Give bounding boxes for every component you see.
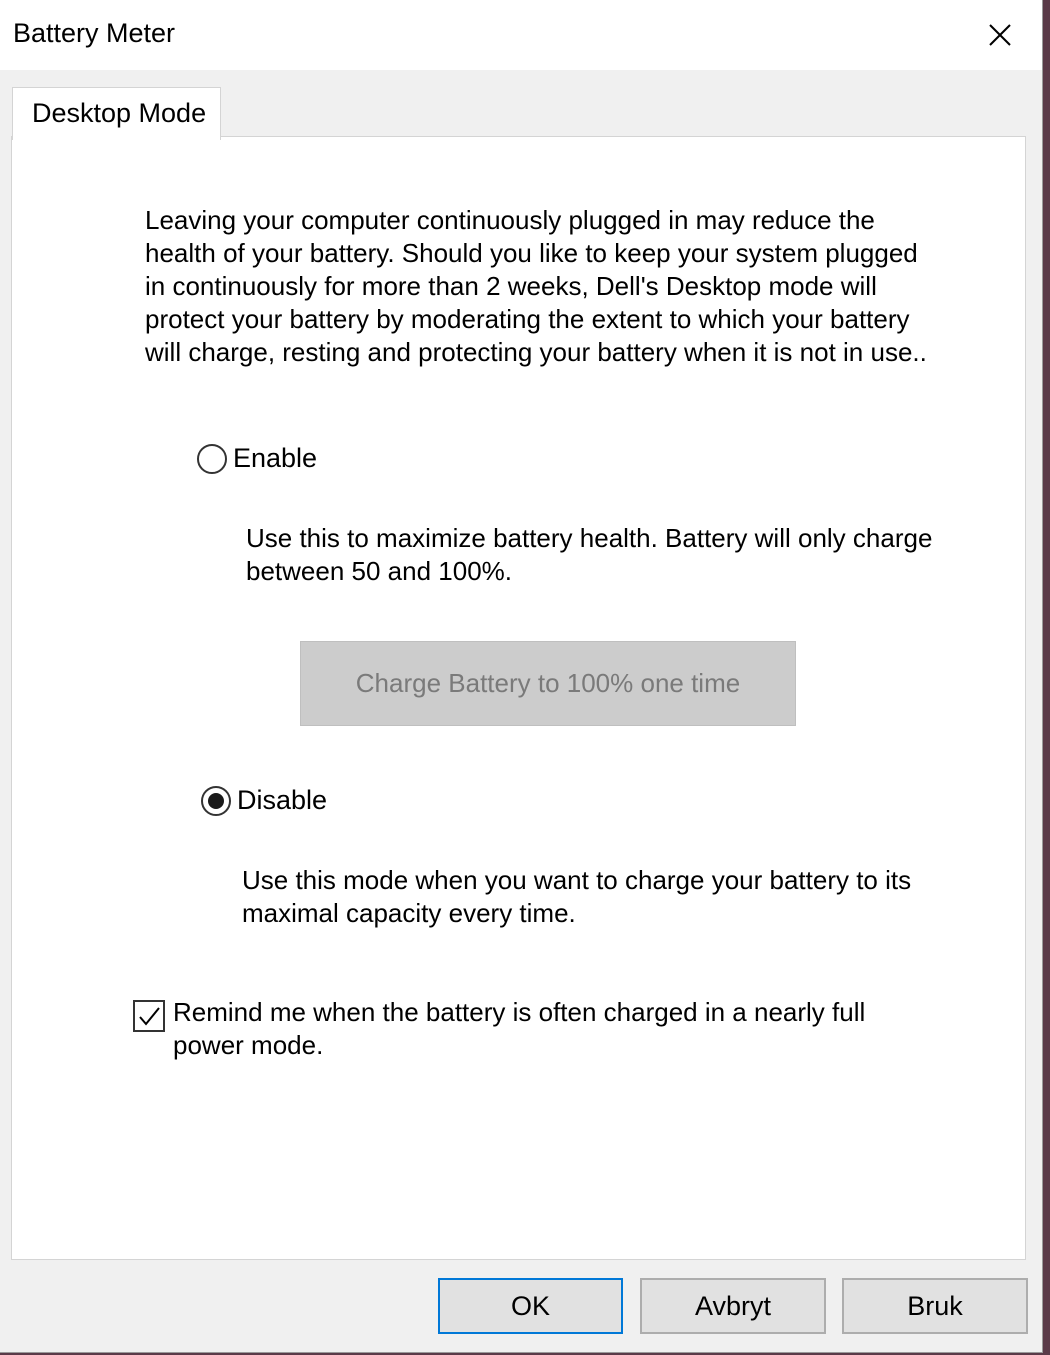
disable-radio[interactable] (201, 786, 231, 816)
tab-desktop-mode-label: Desktop Mode (32, 98, 207, 128)
window-title: Battery Meter (13, 18, 176, 48)
enable-label: Enable (233, 443, 318, 473)
enable-radio[interactable] (197, 444, 227, 474)
enable-radio-option[interactable] (197, 443, 317, 474)
checkmark-icon (137, 1004, 161, 1028)
remind-checkbox[interactable] (133, 1000, 165, 1032)
ok-button[interactable]: OK (438, 1278, 623, 1334)
disable-radio-option[interactable] (201, 785, 327, 816)
close-icon (988, 23, 1012, 47)
close-button[interactable] (972, 10, 1028, 60)
apply-button[interactable]: Bruk (842, 1278, 1028, 1334)
title-bar (0, 0, 1042, 70)
disable-label: Disable (237, 785, 328, 815)
disable-description: Use this mode when you want to charge your battery to its maximal capacity every time. (242, 865, 912, 928)
desktop-mode-description: Leaving your computer continuously plugged in may reduce the health of your battery. Should you like to keep your system plugged in continuously for more than 2 weeks, Dell's Desktop mode will protect your battery by moderating the extent to which your battery will charge, resting and protecting your battery when it is not in use.. (145, 205, 927, 367)
remind-checkbox-option[interactable] (133, 996, 933, 1062)
cancel-button[interactable]: Avbryt (640, 1278, 826, 1334)
charge-battery-button[interactable]: Charge Battery to 100% one time (300, 641, 796, 726)
enable-description: Use this to maximize battery health. Battery will only charge between 50 and 100%. (246, 523, 933, 586)
remind-label: Remind me when the battery is often charged in a nearly full power mode. (173, 997, 866, 1060)
tab-desktop-mode[interactable] (12, 87, 221, 140)
